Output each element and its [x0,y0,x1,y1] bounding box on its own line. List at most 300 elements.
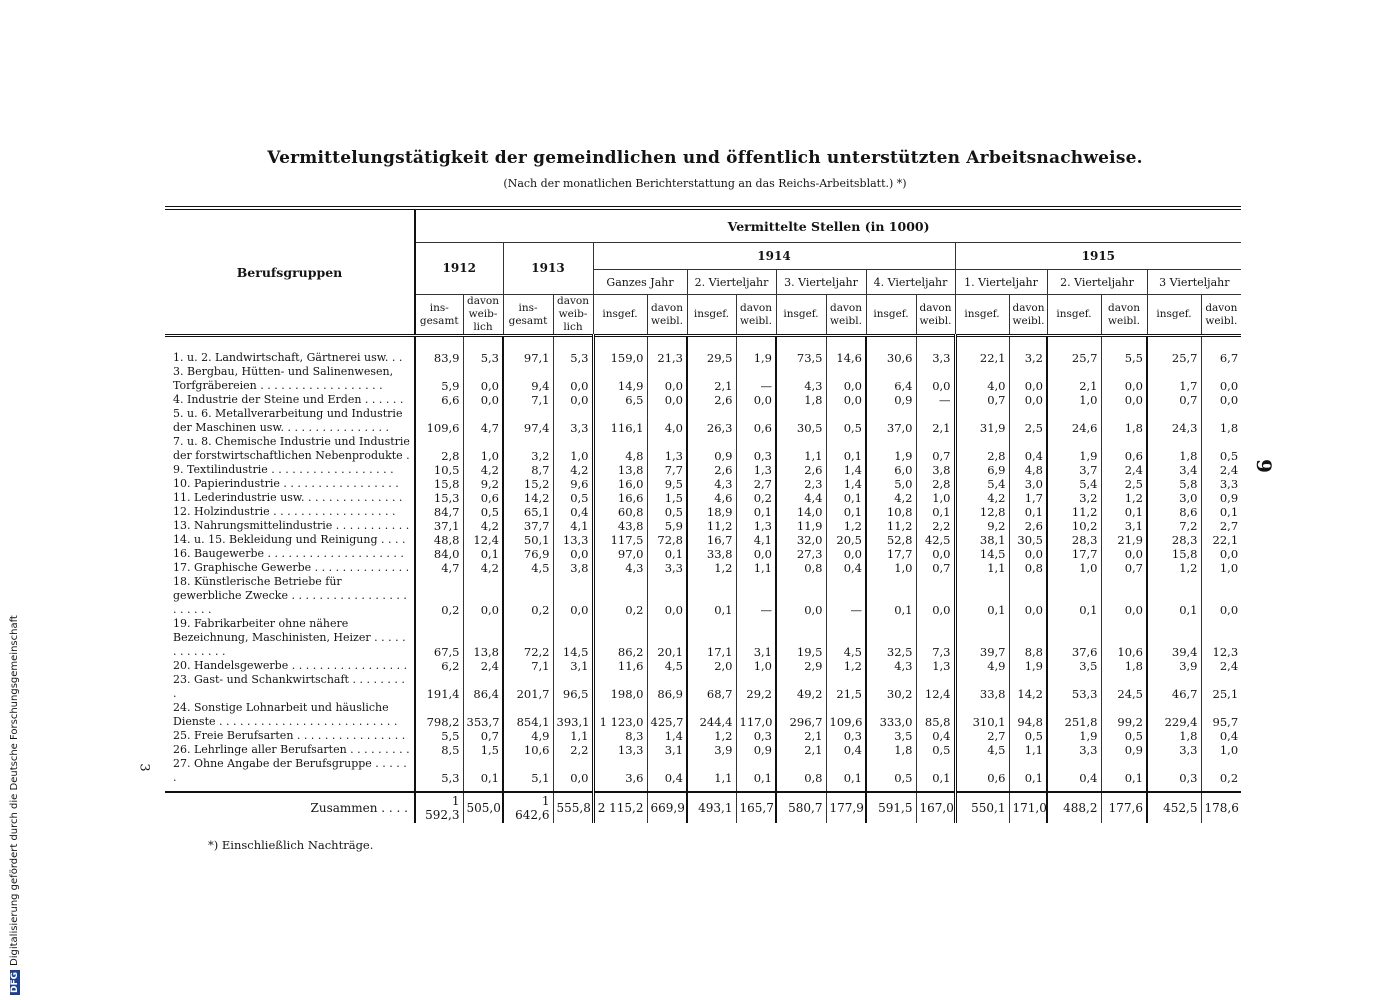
table-cell: 3,2 [1009,336,1047,366]
table-cell: 1,0 [463,435,503,463]
total-cell: 580,7 [776,792,826,823]
table-cell: 5,5 [415,729,463,743]
table-cell: 3,5 [866,729,916,743]
table-cell: 28,3 [1047,533,1101,547]
table-cell: 2,1 [1047,365,1101,393]
table-cell: 10,2 [1047,519,1101,533]
table-cell: 2,7 [1201,519,1241,533]
table-cell: 8,6 [1147,505,1201,519]
table-cell: 52,8 [866,533,916,547]
table-cell: 2,4 [1201,463,1241,477]
table-cell: 0,6 [955,757,1009,792]
total-cell: 555,8 [553,792,593,823]
page-title: Vermittelungstätigkeit der gemeindlichen und öffentlich unterstützten Arbeitsnachweise. [267,148,1143,168]
table-cell: 37,6 [1047,617,1101,659]
table-cell: 0,0 [553,365,593,393]
table-cell: 38,1 [955,533,1009,547]
table-cell: 5,8 [1147,477,1201,491]
table-cell: 310,1 [955,701,1009,729]
table-cell: 333,0 [866,701,916,729]
table-cell: 4,1 [553,519,593,533]
row-label: 19. Fabrikarbeiter ohne nähere Bezeichnung, Maschinisten, Heizer . . . . . . . . . . . . . [165,617,415,659]
table-row [165,617,1241,659]
table-cell: 3,3 [647,561,687,575]
table-cell: 26,3 [687,407,736,435]
table-cell: 3,1 [736,617,776,659]
table-row [165,575,1241,617]
row-label: 7. u. 8. Chemische Industrie und Industrie der forstwirtschaftlichen Nebenprodukte . [165,435,415,463]
table-cell: 0,0 [1201,575,1241,617]
table-cell: 3,1 [647,743,687,757]
table-cell: 3,1 [553,659,593,673]
table-cell: 9,2 [463,477,503,491]
row-label: 3. Bergbau, Hütten- und Salinenwesen, Torfgräbereien . . . . . . . . . . . . . . . . . . [165,365,415,393]
table-cell: 3,6 [593,757,647,792]
row-label: 16. Baugewerbe . . . . . . . . . . . . . . . . . . . . [165,547,415,561]
table-cell: 1,8 [1101,407,1147,435]
table-cell: 4,8 [593,435,647,463]
table-cell: 0,1 [826,435,866,463]
table-cell: 4,2 [463,463,503,477]
table-cell: 0,1 [916,505,955,519]
table-cell: 84,0 [415,547,463,561]
table-cell: 13,8 [463,617,503,659]
col-insgef: insgef. [955,295,1009,336]
table-cell: 1,4 [826,463,866,477]
total-cell: 1 642,6 [503,792,553,823]
table-cell: 32,0 [776,533,826,547]
table-cell: 0,3 [736,435,776,463]
table-cell: 0,3 [826,729,866,743]
table-cell: 0,0 [916,547,955,561]
table-cell: 0,1 [1101,757,1147,792]
table-cell: 116,1 [593,407,647,435]
table-cell: 86,9 [647,673,687,701]
table-cell: 0,0 [553,575,593,617]
table-cell: 3,3 [553,407,593,435]
table-cell: 6,0 [866,463,916,477]
row-label: 9. Textilindustrie . . . . . . . . . . . . . . . . . . [165,463,415,477]
table-row [165,393,1241,407]
table-cell: 0,0 [1009,547,1047,561]
table-cell: 97,1 [503,336,553,366]
row-label: 4. Industrie der Steine und Erden . . . . . . [165,393,415,407]
table-cell: 14,0 [776,505,826,519]
table-cell: 5,3 [553,336,593,366]
table-cell: 2,5 [1101,477,1147,491]
margin-mark: 3 [136,763,152,772]
table-cell: 0,1 [1009,757,1047,792]
table-cell: 84,7 [415,505,463,519]
table-cell: 7,1 [503,659,553,673]
table-cell: 0,6 [1101,435,1147,463]
footnote: *) Einschließlich Nachträge. [208,838,374,852]
table-cell: 109,6 [415,407,463,435]
table-cell: 2,6 [1009,519,1047,533]
table-cell: 229,4 [1147,701,1201,729]
table-cell: 6,9 [955,463,1009,477]
table-cell: 4,8 [1009,463,1047,477]
table-cell: 0,9 [736,743,776,757]
table-cell: 18,9 [687,505,736,519]
table-row [165,505,1241,519]
table-cell: 15,8 [1147,547,1201,561]
table-cell: 0,1 [463,757,503,792]
table-cell: 0,0 [776,575,826,617]
table-cell: 4,5 [826,617,866,659]
table-cell: 0,7 [463,729,503,743]
table-cell: 97,0 [593,547,647,561]
table-row [165,519,1241,533]
table-cell: 4,3 [776,365,826,393]
table-cell: 2,8 [955,435,1009,463]
table-cell: 2,8 [916,477,955,491]
total-row [165,792,1241,823]
table-cell: 0,1 [1147,575,1201,617]
col-davon-weibl: davon weibl. [1101,295,1147,336]
table-cell: 0,2 [1201,757,1241,792]
table-cell: 0,2 [593,575,647,617]
table-cell: 2,1 [916,407,955,435]
col-insgef: insgef. [593,295,647,336]
table-row [165,365,1241,393]
table-cell: 3,5 [1047,659,1101,673]
table-cell: 46,7 [1147,673,1201,701]
table-cell: 10,6 [1101,617,1147,659]
table-cell: 0,5 [463,505,503,519]
table-cell: 1 123,0 [593,701,647,729]
table-cell: 43,8 [593,519,647,533]
table-cell: 50,1 [503,533,553,547]
table-cell: 425,7 [647,701,687,729]
row-label: 1. u. 2. Landwirtschaft, Gärtnerei usw. . . [165,336,415,366]
table-cell: 9,4 [503,365,553,393]
table-cell: 6,6 [415,393,463,407]
table-cell: 0,0 [916,365,955,393]
table-cell: 0,4 [1047,757,1101,792]
table-cell: 4,9 [955,659,1009,673]
table-cell: — [916,393,955,407]
row-label: 5. u. 6. Metallverarbeitung und Industrie der Maschinen usw. . . . . . . . . . . . . . . . [165,407,415,435]
table-cell: 1,0 [736,659,776,673]
table-cell: 1,8 [1101,659,1147,673]
table-cell: 0,1 [916,757,955,792]
table-cell: 0,9 [866,393,916,407]
table-cell: 198,0 [593,673,647,701]
table-cell: 33,8 [955,673,1009,701]
table-cell: 1,0 [866,561,916,575]
table-cell: 21,3 [647,336,687,366]
table-cell: 0,1 [1047,575,1101,617]
table-cell: 4,9 [503,729,553,743]
table-cell: 9,6 [553,477,593,491]
table-cell: 8,8 [1009,617,1047,659]
table-cell: 72,8 [647,533,687,547]
col-davon-weiblich: davon weib-lich [463,295,503,336]
table-cell: 2,1 [776,743,826,757]
table-cell: 8,5 [415,743,463,757]
table-cell: 16,0 [593,477,647,491]
table-cell: 21,5 [826,673,866,701]
year-1912-header: 1912 [415,243,503,295]
table-cell: 0,3 [736,729,776,743]
table-cell: 13,3 [553,533,593,547]
table-cell: 0,2 [503,575,553,617]
table-cell: 4,5 [503,561,553,575]
table-cell: 7,7 [647,463,687,477]
table-cell: 0,0 [647,575,687,617]
table-cell: 0,4 [826,743,866,757]
table-cell: 1,2 [826,659,866,673]
year-1914-header: 1914 [593,243,955,270]
table-cell: 0,0 [553,393,593,407]
table-cell: 0,0 [463,393,503,407]
table-cell: 86,2 [593,617,647,659]
col-davon-weibl: davon weibl. [1009,295,1047,336]
table-cell: 0,0 [736,393,776,407]
table-cell: 0,0 [1201,547,1241,561]
table-cell: 22,1 [955,336,1009,366]
table-cell: 0,1 [647,547,687,561]
table-cell: 3,8 [916,463,955,477]
table-cell: 2,4 [463,659,503,673]
table-cell: 14,5 [955,547,1009,561]
row-label: 12. Holzindustrie . . . . . . . . . . . . . . . . . . [165,505,415,519]
table-cell: 11,9 [776,519,826,533]
table-cell: 48,8 [415,533,463,547]
table-cell: 4,2 [866,491,916,505]
table-cell: 0,7 [1147,393,1201,407]
table-cell: 0,5 [647,505,687,519]
col-insgesamt: ins-gesamt [415,295,463,336]
table-cell: 4,4 [776,491,826,505]
table-cell: 1,7 [1147,365,1201,393]
table-cell: 96,5 [553,673,593,701]
row-label: 17. Graphische Gewerbe . . . . . . . . . . . . . . [165,561,415,575]
col-davon-weibl: davon weibl. [826,295,866,336]
table-cell: 29,5 [687,336,736,366]
table-cell: 191,4 [415,673,463,701]
table-cell: 99,2 [1101,701,1147,729]
table-cell: 0,0 [826,547,866,561]
table-cell: 4,2 [955,491,1009,505]
col-insgesamt: ins-gesamt [503,295,553,336]
total-cell: 171,0 [1009,792,1047,823]
table-row [165,701,1241,729]
dfg-logo: DFG [10,971,20,993]
table-cell: 0,0 [1201,365,1241,393]
table-cell: 2,2 [916,519,955,533]
year-1913-header: 1913 [503,243,593,295]
table-cell: 0,1 [826,505,866,519]
table-cell: 6,7 [1201,336,1241,366]
table-cell: 33,8 [687,547,736,561]
table-cell: 1,3 [916,659,955,673]
table-cell: 31,9 [955,407,1009,435]
table-cell: 0,0 [736,547,776,561]
table-cell: 0,0 [1101,575,1147,617]
table-cell: 94,8 [1009,701,1047,729]
table-row [165,547,1241,561]
table-cell: 39,7 [955,617,1009,659]
table-cell: 4,2 [553,463,593,477]
table-cell: 12,8 [955,505,1009,519]
table-row [165,463,1241,477]
col-insgef: insgef. [1047,295,1101,336]
table-cell: 25,7 [1147,336,1201,366]
table-cell: 4,7 [463,407,503,435]
table-cell: 0,0 [463,365,503,393]
table-cell: 42,5 [916,533,955,547]
table-cell: 0,4 [553,505,593,519]
table-cell: 17,1 [687,617,736,659]
table-cell: 201,7 [503,673,553,701]
table-cell: 0,2 [736,491,776,505]
table-cell: 1,1 [553,729,593,743]
col-insgef: insgef. [776,295,826,336]
table-cell: 10,5 [415,463,463,477]
table-cell: 1,8 [1147,435,1201,463]
table-cell: 32,5 [866,617,916,659]
table-cell: 0,1 [736,757,776,792]
period-header: 1. Vierteljahr [955,270,1047,295]
table-cell: 1,5 [463,743,503,757]
row-label: 23. Gast- und Schankwirtschaft . . . . . . . . . [165,673,415,701]
period-header: 2. Vierteljahr [687,270,776,295]
table-cell: 17,7 [866,547,916,561]
table-cell: 5,4 [955,477,1009,491]
page-number: 9 [1251,459,1276,475]
total-cell: 167,0 [916,792,955,823]
table-cell: 0,0 [463,575,503,617]
table-cell: 15,8 [415,477,463,491]
table-cell: 1,8 [866,743,916,757]
table-row [165,435,1241,463]
table-footer [165,792,1241,823]
table-cell: 0,2 [415,575,463,617]
table-cell: 0,7 [955,393,1009,407]
table-cell: 0,5 [866,757,916,792]
table-cell: 0,1 [1201,505,1241,519]
table-cell: 8,3 [593,729,647,743]
table-cell: 3,9 [1147,659,1201,673]
table-cell: 4,3 [687,477,736,491]
main-header: Vermittelte Stellen (in 1000) [415,208,1241,243]
table-cell: 20,1 [647,617,687,659]
table-cell: 0,0 [1101,393,1147,407]
table-header [165,208,1241,336]
table-cell: 97,4 [503,407,553,435]
table-cell: 1,8 [776,393,826,407]
table-cell: 2,1 [776,729,826,743]
table-body [165,336,1241,793]
table-cell: 1,9 [866,435,916,463]
table-row [165,407,1241,435]
table-cell: 2,0 [687,659,736,673]
table-cell: 2,8 [415,435,463,463]
table-cell: 3,8 [553,561,593,575]
row-label: 18. Künstlerische Betriebe für gewerbliche Zwecke . . . . . . . . . . . . . . . . . . . . . . . [165,575,415,617]
row-label: 24. Sonstige Lohnarbeit und häusliche Dienste . . . . . . . . . . . . . . . . . . . . . . . . . . [165,701,415,729]
table-cell: 1,2 [1101,491,1147,505]
table-cell: 4,5 [955,743,1009,757]
table-cell: 0,8 [776,561,826,575]
digitization-credit [9,615,20,995]
table-cell: 30,5 [776,407,826,435]
table-cell: 1,1 [736,561,776,575]
table-cell: 9,5 [647,477,687,491]
total-cell: 178,6 [1201,792,1241,823]
table-cell: 16,7 [687,533,736,547]
table-cell: 0,0 [553,757,593,792]
total-cell: 452,5 [1147,792,1201,823]
table-cell: 5,3 [463,336,503,366]
period-header: 2. Vierteljahr [1047,270,1147,295]
table-cell: 20,5 [826,533,866,547]
table-cell: 85,8 [916,701,955,729]
total-cell: 669,9 [647,792,687,823]
table-cell: 0,0 [1009,365,1047,393]
row-label: 20. Handelsgewerbe . . . . . . . . . . . . . . . . . [165,659,415,673]
table-cell: 5,0 [866,477,916,491]
table-row [165,757,1241,792]
table-cell: 0,0 [1101,547,1147,561]
table-cell: 4,6 [687,491,736,505]
table-cell: 1,1 [776,435,826,463]
table-cell: 2,6 [776,463,826,477]
table-cell: 5,9 [647,519,687,533]
table-cell: 0,9 [1201,491,1241,505]
table-cell: 2,7 [736,477,776,491]
total-cell: 505,0 [463,792,503,823]
table-cell: 5,9 [415,365,463,393]
table-cell: 353,7 [463,701,503,729]
table-cell: 1,8 [1201,407,1241,435]
table-cell: 22,1 [1201,533,1241,547]
row-label: 27. Ohne Angabe der Berufsgruppe . . . . . . [165,757,415,792]
period-header: 4. Vierteljahr [866,270,955,295]
table-cell: 10,6 [503,743,553,757]
table-cell: 3,3 [1147,743,1201,757]
total-cell: 2 115,2 [593,792,647,823]
total-cell: 177,9 [826,792,866,823]
table-cell: 0,8 [1009,561,1047,575]
table-cell: 6,5 [593,393,647,407]
table-cell: 24,3 [1147,407,1201,435]
table-row [165,477,1241,491]
table-cell: 13,3 [593,743,647,757]
table-cell: 11,6 [593,659,647,673]
col-davon-weibl: davon weibl. [647,295,687,336]
table-cell: 11,2 [687,519,736,533]
table-cell: 3,9 [687,743,736,757]
table-cell: 95,7 [1201,701,1241,729]
table-cell: 30,2 [866,673,916,701]
table-cell: 11,2 [866,519,916,533]
table-cell: 65,1 [503,505,553,519]
period-header: 3 Vierteljahr [1147,270,1241,295]
table-cell: 7,2 [1147,519,1201,533]
table-cell: 1,4 [826,477,866,491]
table-cell: 25,7 [1047,336,1101,366]
table-cell: 1,2 [687,561,736,575]
table-cell: 12,4 [463,533,503,547]
table-cell: 1,2 [826,519,866,533]
table-cell: 109,6 [826,701,866,729]
table-row [165,729,1241,743]
table-cell: 1,3 [647,435,687,463]
table-cell: 25,1 [1201,673,1241,701]
